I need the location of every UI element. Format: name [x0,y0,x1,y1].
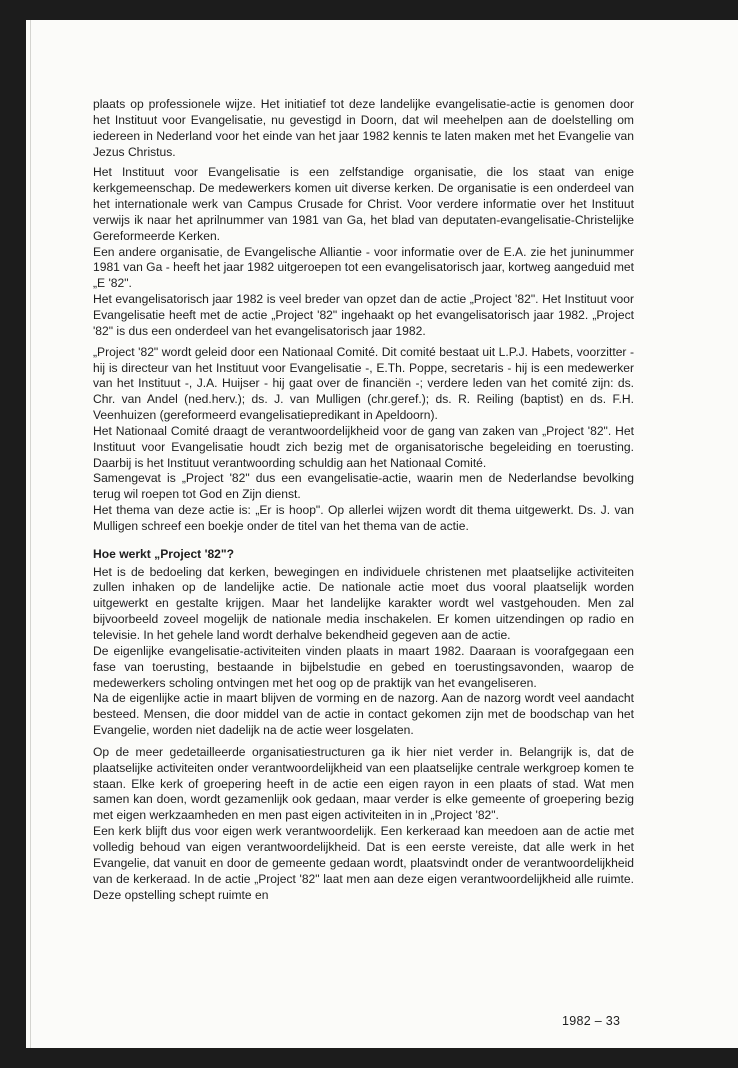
scan-border-bottom [0,1048,738,1068]
paragraph: plaats op professionele wijze. Het initiatief tot deze landelijke evangelisatie-actie is genomen door het Instituut voor Evangelisatie, nu gevestigd in Doorn, dat wil meehelpen aan de doelstelling om iedereen in Nederland voor het einde van het jaar 1982 kennis te laten maken met het Evangelie van Jezus Christus. [93,97,634,159]
scan-border-left [0,0,26,1068]
paragraph: Op de meer gedetailleerde organisatiestructuren ga ik hier niet verder in. Belangrijk is, dat de plaatselijke activiteiten onder verantwoordelijkheid van een plaatselijke centrale werkgroep komen te staan. Elke kerk of groepering heeft in de actie een eigen rayon in een plaats of stad. Wat men samen kan doen, wordt gezamenlijk ook gedaan, maar verder is elke gemeente of groepering bezig met eigen werkzaamheden en men past eigen activiteiten in in „Project '82". [93,744,634,823]
section-heading: Hoe werkt „Project '82"? [93,546,235,561]
paragraph: Een kerk blijft dus voor eigen werk verantwoordelijk. Een kerkeraad kan meedoen aan de actie met volledig behoud van eigen verantwoordelijkheid. Dat is een eerste vereiste, dat alle werk in het Evangelie, dat vanuit en door de gemeente gedaan wordt, plaatsvindt onder de verantwoordelijkheid van de kerkeraad. In de actie „Project '82" laat men aan deze eigen verantwoordelijkheid alle ruimte. Deze opstelling schept ruimte en [93,824,634,902]
page-spine [30,20,31,1048]
paragraph: Het Nationaal Comité draagt de verantwoordelijkheid voor de gang van zaken van „Project '82". Het Instituut voor Evangelisatie houdt zich bezig met de organisatorische begeleiding en toerusting. Daarbij is het Instituut verantwoording schuldig aan het Nationaal Comité. [93,423,634,470]
scan-border-top [0,0,738,20]
paragraph: Het evangelisatorisch jaar 1982 is veel breder van opzet dan de actie „Project '82". Het Instituut voor Evangelisatie heeft met de actie „Project '82" ingehaakt op het evangelisatorisch jaar 1982. „Project '82" is dus een onderdeel van het evangelisatorisch jaar 1982. [93,292,634,338]
page-number: 1982 – 33 [562,1014,621,1028]
paragraph: Een andere organisatie, de Evangelische Alliantie - voor informatie over de E.A. zie het juninummer 1981 van Ga - heeft het jaar 1982 uitgeroepen tot een evangelisatorisch jaar, kortweg aangeduid met „E '82". [93,244,634,291]
paragraph: Na de eigenlijke actie in maart blijven de vorming en de nazorg. Aan de nazorg wordt veel aandacht besteed. Mensen, die door middel van de actie in contact gekomen zijn met de boodschap van het Evangelie, worden niet dadelijk na de actie weer losgelaten. [93,691,634,738]
paragraph: Samengevat is „Project '82" dus een evangelisatie-actie, waarin men de Nederlandse bevolking terug wil roepen tot God en Zijn dienst. [93,471,634,502]
paragraph: Het thema van deze actie is: „Er is hoop". Op allerlei wijzen wordt dit thema uitgewerkt. Ds. J. van Mulligen schreef een boekje onder de titel van het thema van de actie. [93,503,634,533]
article-body [93,97,634,903]
paragraph: „Project '82" wordt geleid door een Nationaal Comité. Dit comité bestaat uit L.P.J. Habets, voorzitter - hij is directeur van het Instituut voor Evangelisatie -, E.Th. Poppe, secretaris - hij is een medewerker van het Instituut -, J.A. Huijser - hij gaat over de financiën -; verdere leden van het comité zijn: ds. Chr. van Andel (ned.herv.); ds. J. van Mulligen (chr.geref.); ds. R. Reiling (baptist) en ds. F.H. Veenhuizen (gereformeerd evangelisatiepredikant in Apeldoorn). [93,344,634,423]
paragraph: Het Instituut voor Evangelisatie is een zelfstandige organisatie, die los staat van enige kerkgemeenschap. De medewerkers komen uit diverse kerken. De organisatie is een onderdeel van het internationale werk van Campus Crusade for Christ. Voor verdere informatie over het Instituut verwijs ik naar het aprilnummer van 1981 van Ga, het blad van deputaten-evangelisatie-Christelijke Gereformeerde Kerken. [93,165,634,243]
paragraph: Het is de bedoeling dat kerken, bewegingen en individuele christenen met plaatselijke activiteiten zullen inhaken op de landelijke actie. De nationale actie moet dus vooral plaatselijk worden uitgewerkt en gestalte krijgen. Maar het landelijke karakter wordt wel vastgehouden. Men zal bijvoorbeeld zoveel mogelijk de nationale media inschakelen. Er komen uitzendingen op radio en televisie. In het gehele land wordt derhalve bekendheid gegeven aan de actie. [93,564,634,642]
paragraph: De eigenlijke evangelisatie-activiteiten vinden plaats in maart 1982. Daaraan is voorafgegaan een fase van toerusting, bestaande in bijbelstudie en gebed en toerustingsavonden, waarop de medewerkers scholing ontvingen met het oog op de praktijk van het evangeliseren. [93,643,634,690]
